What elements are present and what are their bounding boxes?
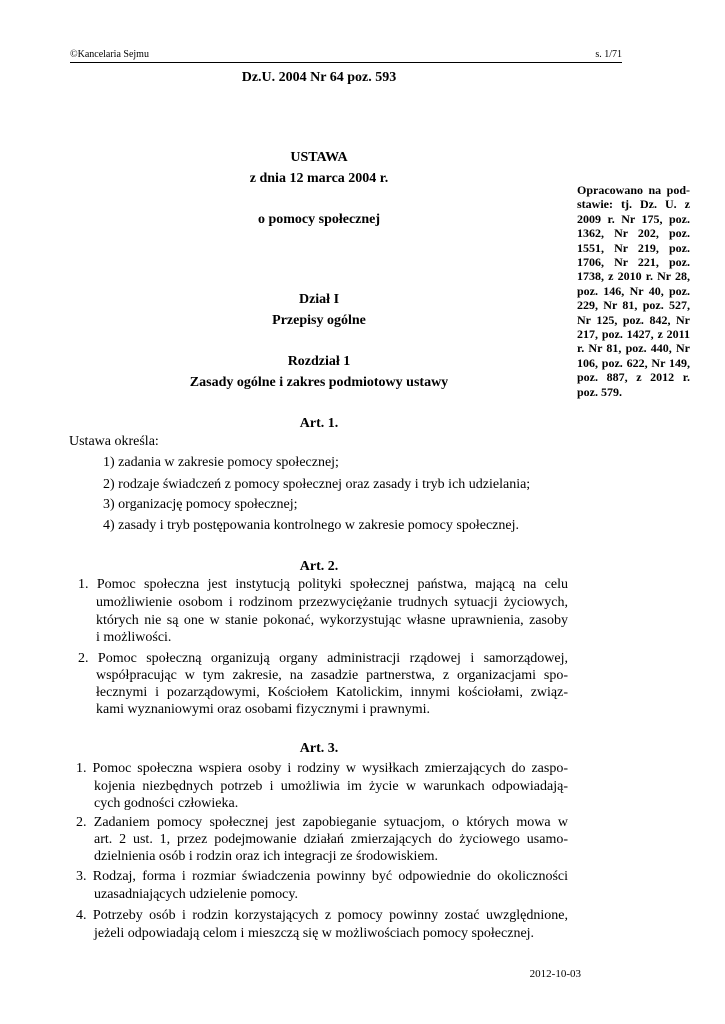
note-line: r. Nr 81, poz. 440, Nr <box>577 341 690 356</box>
note-line: Nr 125, poz. 842, Nr <box>577 312 690 327</box>
art3-para2-line: dzielnienia osób i rodzin oraz ich integracji ze środowiskiem. <box>94 849 439 864</box>
chapter-name: Zasady ogólne i zakres podmiotowy ustawy <box>189 375 449 390</box>
art2-para2-line: kami wyznaniowymi oraz osobami fizycznymi i prawnymi. <box>96 702 430 717</box>
chapter-number: Rozdział 1 <box>287 354 351 369</box>
division-name: Przepisy ogólne <box>272 313 366 328</box>
art1-intro: Ustawa określa: <box>69 434 159 449</box>
art3-para1-line: kojenia niezbędnych potrzeb i umożliwia im życie w warunkach odpowiadają- <box>94 779 568 794</box>
note-line: 2009 r. Nr 175, poz. <box>577 211 690 226</box>
note-line: 229, Nr 81, poz. 527, <box>577 298 690 313</box>
note-line: poz. 146, Nr 40, poz. <box>577 283 690 298</box>
note-line: 1738, z 2010 r. Nr 28, <box>577 269 690 284</box>
note-line: 1362, Nr 202, poz. <box>577 226 690 241</box>
act-date: z dnia 12 marca 2004 r. <box>249 171 389 186</box>
art2-para2-line: 2. Pomoc społeczną organizują organy administracji rządowej i samorządowej, <box>78 651 568 666</box>
art1-heading: Art. 1. <box>299 416 339 431</box>
note-line: stawie: tj. Dz. U. z <box>577 197 690 212</box>
art3-heading: Art. 3. <box>299 741 339 756</box>
art3-para4-line: jeżeli odpowiadają celom i mieszczą się w możliwościach pomocy społecznej. <box>94 926 535 941</box>
art3-para3-line: 3. Rodzaj, forma i rozmiar świadczenia powinny być odpowiednie do okoliczności <box>76 869 568 884</box>
publisher-label: ©Kancelaria Sejmu <box>70 49 149 60</box>
art1-item: 4) zasady i tryb postępowania kontrolnego w zakresie pomocy społecznej. <box>103 518 519 533</box>
note-line: 106, poz. 622, Nr 149, <box>577 355 690 370</box>
note-line: poz. 887, z 2012 r. <box>577 370 690 385</box>
art2-heading: Art. 2. <box>299 559 339 574</box>
art1-item: 2) rodzaje świadczeń z pomocy społecznej oraz zasady i tryb ich udzielania; <box>103 477 531 492</box>
act-subject: o pomocy społecznej <box>257 212 381 227</box>
art2-para1-line: umożliwienie osobom i rodzinom przezwyciężanie trudnych sytuacji życiowych, <box>96 595 568 610</box>
art3-para2-line: art. 2 ust. 1, przez podejmowanie działań zmierzających do życiowego usamo- <box>94 832 568 847</box>
art1-item: 3) organizację pomocy społecznej; <box>103 497 298 512</box>
page-number: s. 1/71 <box>595 49 622 60</box>
art3-para1-line: cych godności człowieka. <box>94 796 239 811</box>
note-line: 1706, Nr 221, poz. <box>577 255 690 270</box>
page-header <box>70 49 622 63</box>
footer-date: 2012-10-03 <box>529 968 581 980</box>
art2-para1-line: i możliwości. <box>96 630 172 645</box>
division-number: Dział I <box>298 292 340 307</box>
art2-para2-line: łecznymi i pozarządowymi, Kościołem Katolickim, innymi kościołami, związ- <box>96 685 568 700</box>
note-line: 217, poz. 1427, z 2011 <box>577 327 690 342</box>
art2-para2-line: współpracując w tym zakresie, na zasadzie partnerstwa, z organizacjami spo- <box>96 668 568 683</box>
art1-item: 1) zadania w zakresie pomocy społecznej; <box>103 455 339 470</box>
art3-para3-line: uzasadniających udzielenie pomocy. <box>94 887 298 902</box>
art3-para1-line: 1. Pomoc społeczna wspiera osoby i rodziny w wysiłkach zmierzających do zaspo- <box>76 761 568 776</box>
note-line: poz. 579. <box>577 384 622 399</box>
note-line: Opracowano na pod- <box>577 183 690 197</box>
art3-para4-line: 4. Potrzeby osób i rodzin korzystających z pomocy powinny zostać uwzględnione, <box>76 908 568 923</box>
art2-para1-line: których nie są one w stanie pokonać, wykorzystując własne uprawnienia, zasoby <box>96 613 568 628</box>
art3-para2-line: 2. Zadaniem pomocy społecznej jest zapobieganie sytuacjom, o których mowa w <box>76 815 568 830</box>
act-kind: USTAWA <box>290 150 348 165</box>
citation: Dz.U. 2004 Nr 64 poz. 593 <box>241 70 397 85</box>
note-line: 1551, Nr 219, poz. <box>577 240 690 255</box>
art2-para1-line: 1. Pomoc społeczna jest instytucją polityki społecznej państwa, mającą na celu <box>78 577 568 592</box>
consolidation-note <box>577 183 690 399</box>
